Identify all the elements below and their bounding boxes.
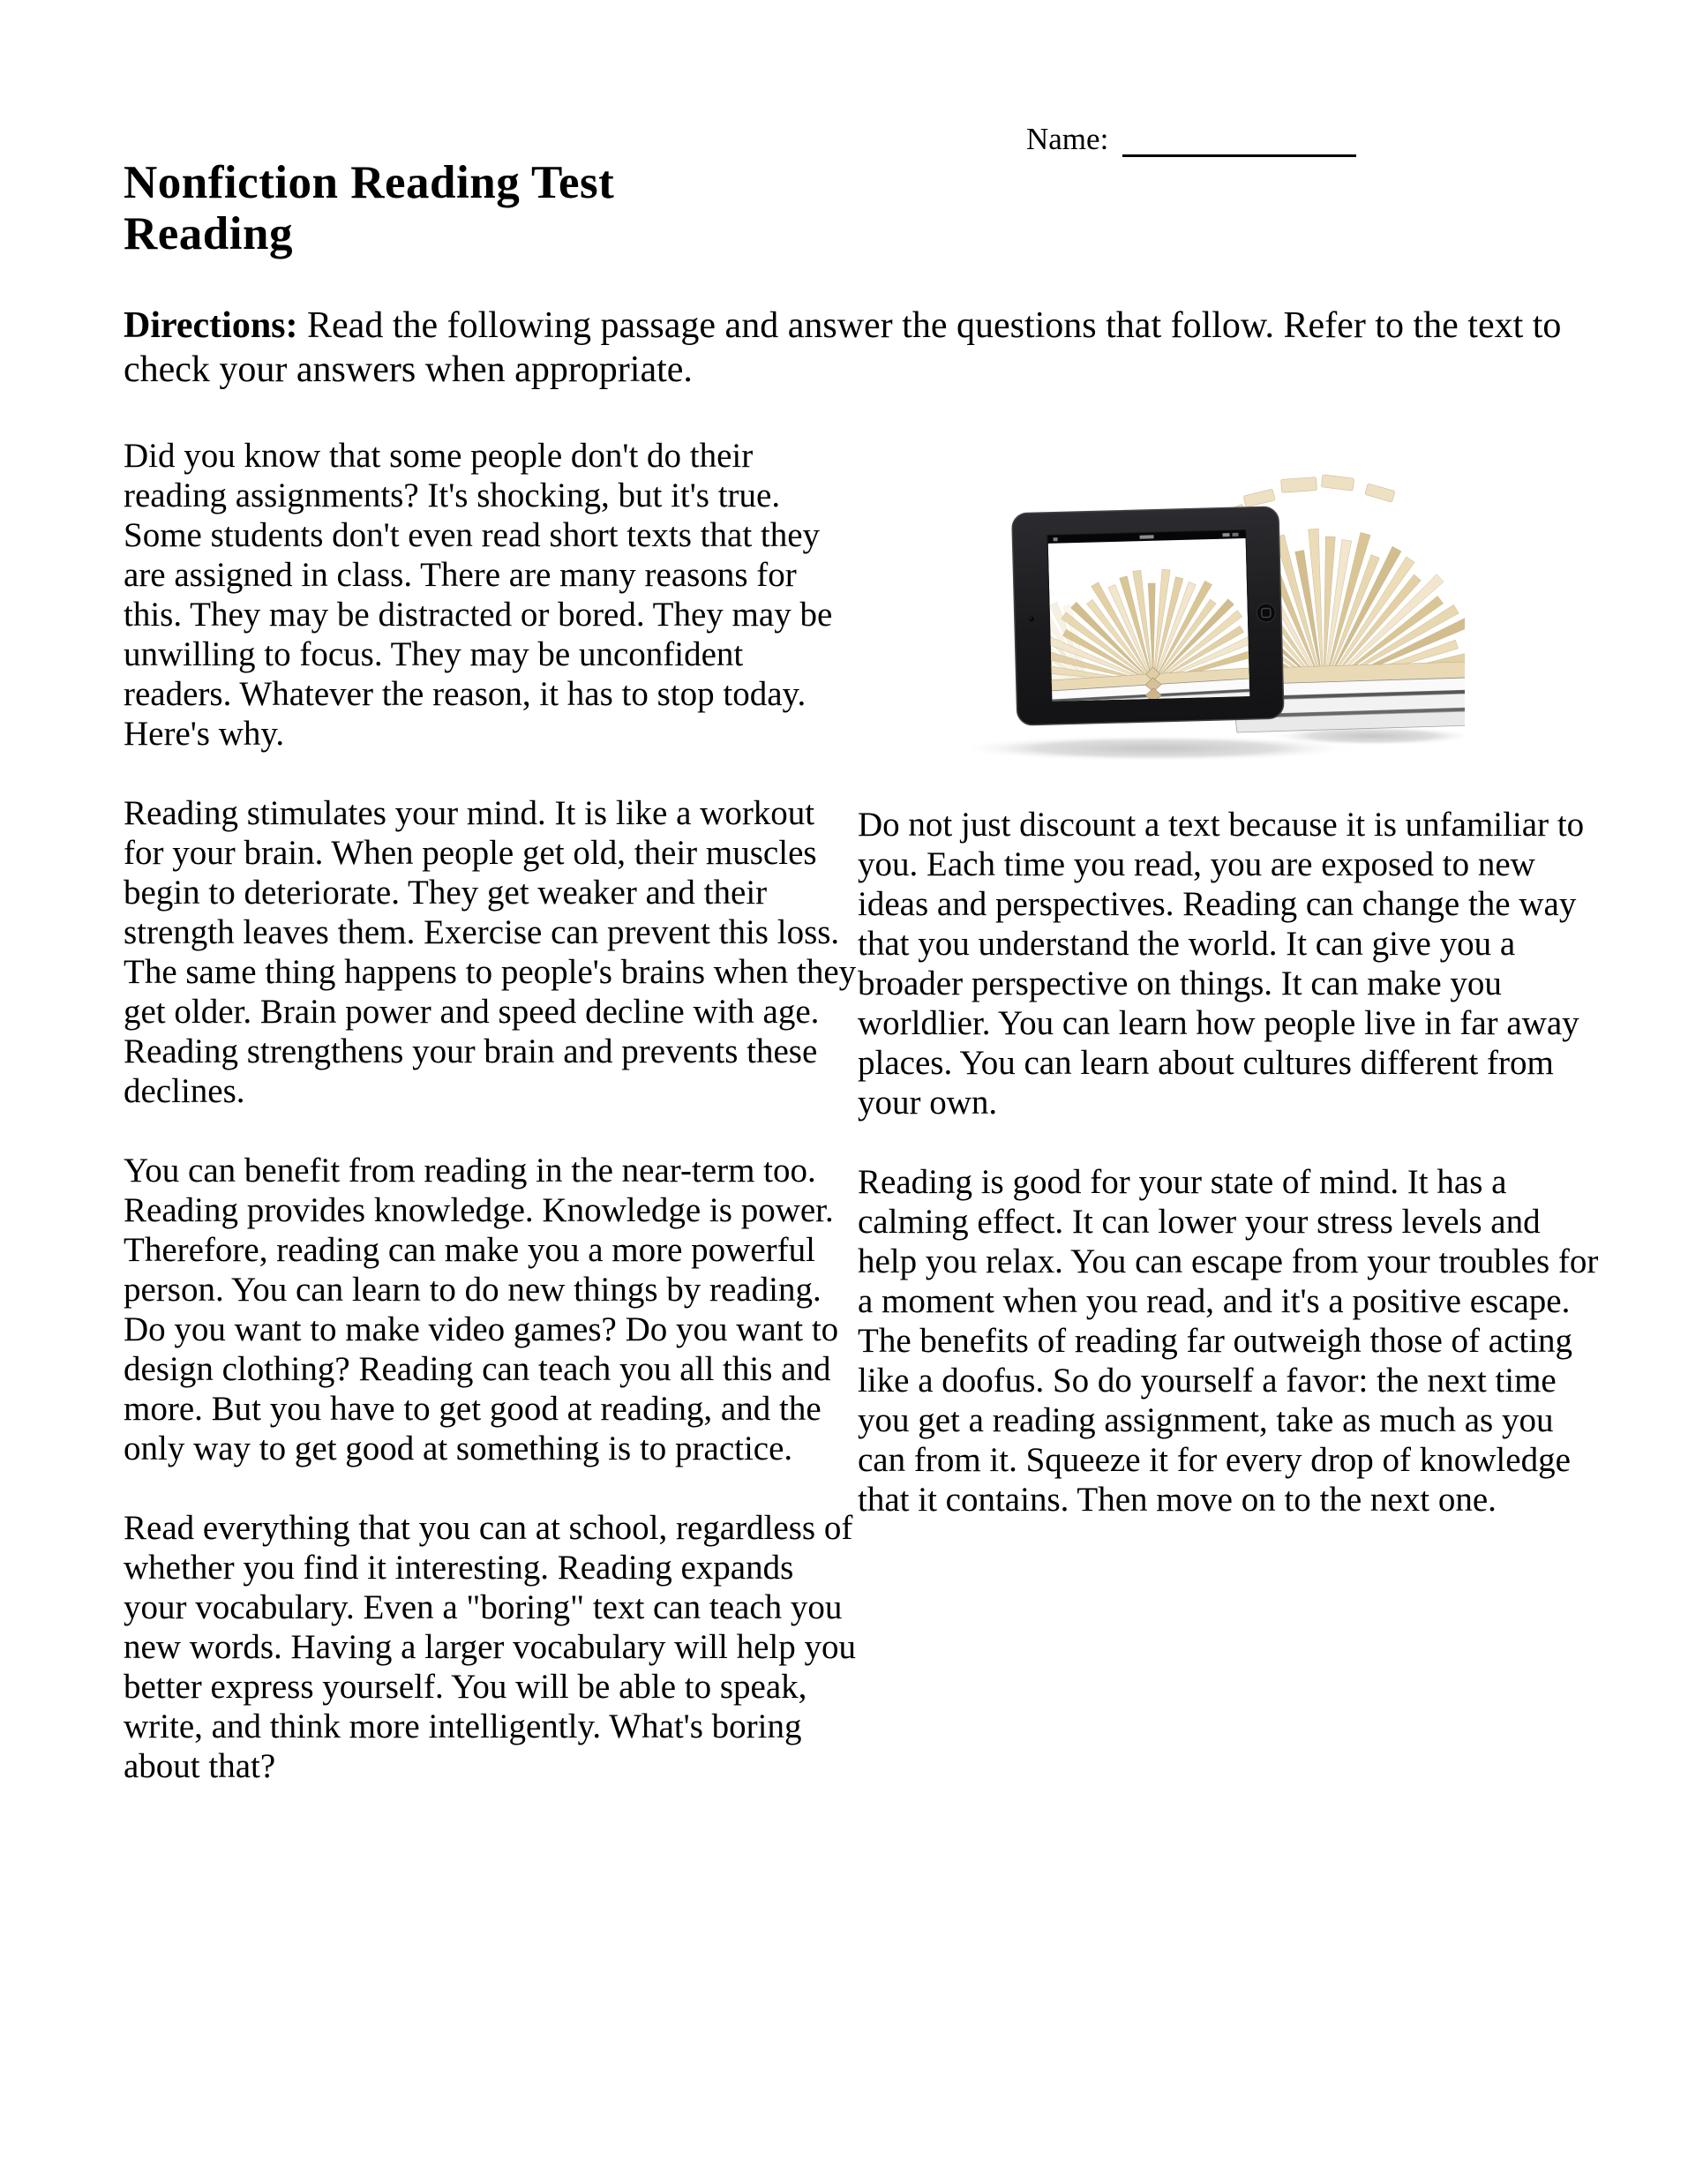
paragraph: Reading is good for your state of mind. It has a calming effect. It can lower your stress levels and help you relax. You can escape from your troubles for a moment when you read, and it's a positive escape. The benefits of reading far outweigh those of acting like a doofus. So do yourself a favor: the next time you get a reading assignment, take as much as you can from it. Squeeze it for every drop of knowledge that it contains. Then move on to the next one. [858,1163,1599,1519]
name-label: Name: [1026,122,1109,156]
directions-label: Directions: [124,305,298,346]
directions [124,304,1606,392]
name-field [1026,122,1406,157]
page-subtitle: Reading [124,208,293,259]
paragraph: Do not just discount a text because it is unfamiliar to you. Each time you read, you are exposed to new ideas and perspectives. Reading can change the way that you understand the world. It can give you a broader perspective on things. It can make you worldlier. You can learn how people live in far away places. You can learn about cultures different from your own. [858,806,1585,1122]
directions-text: Read the following passage and answer the questions that follow. Refer to the text to check your answers when appropriate. [124,305,1562,390]
tablet-books-illustration [971,469,1465,765]
page-title: Nonfiction Reading Test [124,157,615,208]
tablet [1002,507,1284,729]
shadow [971,726,1465,762]
paragraph: You can benefit from reading in the near-term too. Reading provides knowledge. Knowledge is power. Therefore, reading can make you a more powerful person. You can learn to do new things by reading. Do you want to make video games? Do you want to design clothing? Reading can teach you all this and more. But you have to get good at reading, and the only way to get good at something is to practice. [124,1152,839,1467]
passage-right-column [858,436,1603,1826]
paragraph: Read everything that you can at school, regardless of whether you find it interesting. Reading expands your vocabulary. Even a "boring" text can teach you new words. Having a larger vocabulary will help you better express yourself. You will be able to speak, write, and think more intelligently. What's boring about that? [124,1509,856,1785]
passage-left-column [124,436,858,1826]
home-button-icon [1257,604,1276,623]
passage-columns [124,436,1606,1826]
tablet-books-photo-icon [971,469,1465,765]
title-block [124,157,614,259]
paragraph: Did you know that some people don't do their reading assignments? It's shocking, but it's true. Some students don't even read short texts that they are assigned in class. There are many reasons for this. They may be distracted or bored. They may be unwilling to focus. They may be unconfident readers. Whatever the reason, it has to stop today. Here's why. [124,437,833,753]
name-blank-line [1122,123,1356,157]
paragraph: Reading stimulates your mind. It is like a workout for your brain. When people get old, their muscles begin to deteriorate. They get weaker and their strength leaves them. Exercise can prevent this loss. The same thing happens to people's brains when they get older. Brain power and speed decline with age. Reading strengthens your brain and prevents these declines. [124,794,857,1110]
